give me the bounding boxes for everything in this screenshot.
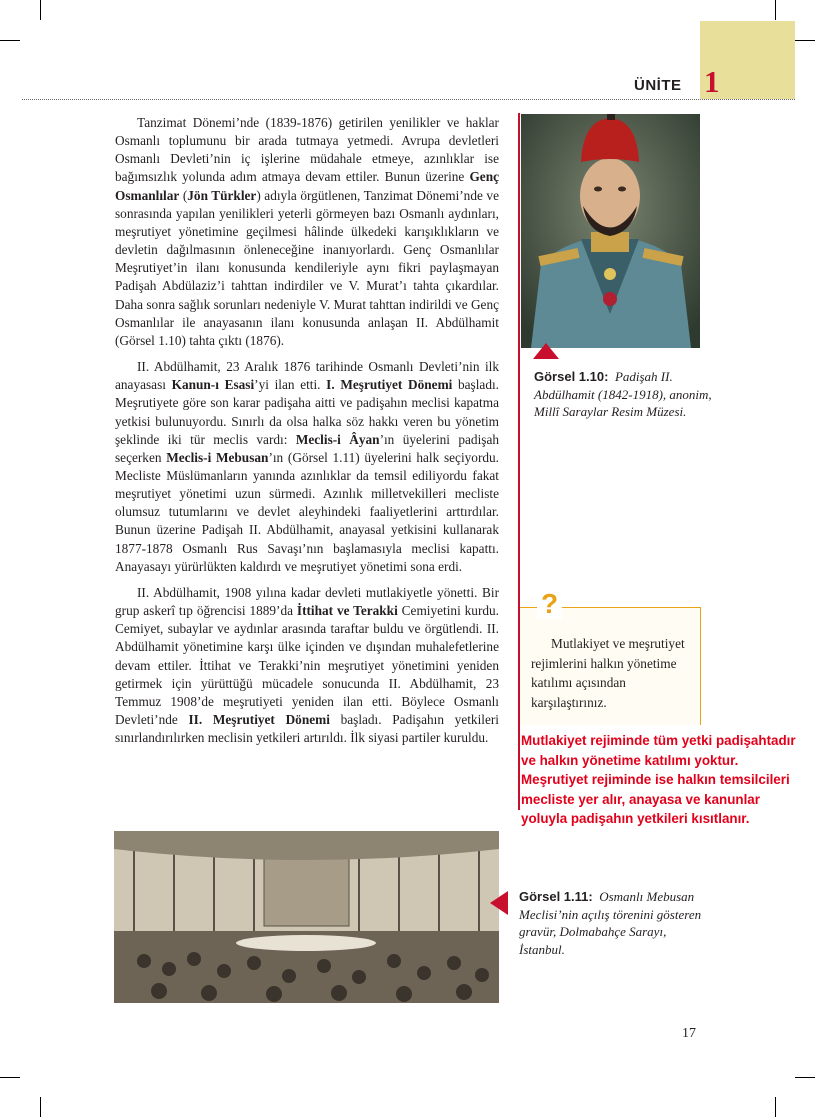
crop-mark: [0, 1077, 20, 1078]
caption-text: Osmanlı Mebusan Meclisi’nin açılış törenini gösteren gravür, Dolmabahçe Sarayı, İstanbul.: [519, 889, 702, 957]
bold-term: Jön Türkler: [187, 187, 257, 203]
caption-label: Görsel 1.10:: [534, 369, 609, 384]
portrait-illustration: [521, 114, 700, 348]
crop-mark: [775, 0, 776, 20]
text-segment: (: [179, 187, 188, 203]
paragraph-3: [115, 584, 499, 747]
bold-term: Meclis-i Mebusan: [166, 449, 269, 465]
text-segment: ’ın üyelerini padişah seçerken: [115, 431, 499, 465]
bold-term: II. Meşrutiyet Dönemi: [188, 712, 330, 727]
text-segment: ’ın (Görsel 1.11) üyelerini halk seçiyordu. Mecliste Müslümanların yanında azınlıklar da temsil ediliyordu fakat meşrutiyet yönetimi uzun sürmedi. Azınlık milletvekilleri mecliste olumsuz tutumlarını ve devlet aleyhindeki faaliyetlerini arttırdılar. Bunun üzerine Padişah II. Abdülhamit, anayasal yetkisini kullanarak 1877-1878 Osmanlı Rus Savaşı’nın başlamasıyla meclisi kapattı. Anayasayı yürürlükten kaldırdı ve meşrutiyet yönetimi sona erdi.: [115, 449, 499, 574]
answer-line: ve halkın yönetime katılımı yoktur.: [521, 752, 739, 768]
text-segment: Cemiyetini kurdu. Cemiyet, subaylar ve aydınlar arasında taraftar buldu ve örgütlendi. II. Abdülhamit yönetimine karşı ülke içinden ve dışından muhalefetlerine devam ettiler. İttihat ve Terakki’nin meşrutiyet yönetimini yeniden getirmek için yürüttüğü mücadele sonucunda II. Abdülhamit, 23 Temmuz 1908’de meşrutiyeti yeniden ilan etti. Böylece Osmanlı Devleti’nde: [115, 603, 499, 727]
caption-text: Padişah II. Abdülhamit (1842-1918), anonim, Millî Saraylar Resim Müzesi.: [534, 369, 712, 419]
answer-line: Meşrutiyet rejiminde ise halkın temsilcileri: [521, 772, 790, 787]
crop-mark: [795, 40, 815, 41]
text-segment: ’yi ilan etti.: [254, 377, 327, 393]
text-segment: başladı. Meşrutiyete göre son karar padişaha aitti ve padişahın meclisi kapatma yetkisi bulunuyordu. Sınırlı da olsa halka söz hakkı veren bu yönetim şeklinde iki tür meclis vardı:: [115, 377, 499, 447]
bold-term: I. Meşrutiyet Dönemi: [326, 377, 453, 393]
crop-mark: [795, 1077, 815, 1078]
paragraph-1: [115, 114, 499, 350]
unit-number: 1: [704, 64, 720, 99]
text-segment: başladı. Padişahın yetkileri sınırlandırılırken meclisin yetkileri artırıldı. İlk siyasi partiler kuruldu.: [115, 712, 499, 746]
bold-term: Meclis-i Âyan: [295, 431, 380, 447]
caption-pointer-up: [533, 343, 559, 359]
crop-mark: [40, 0, 41, 20]
caption-label: Görsel 1.11:: [519, 889, 593, 904]
question-text: [531, 634, 696, 712]
caption-gorsel-1-11: [519, 888, 704, 958]
engraving-illustration: [114, 831, 499, 1003]
answer-line: yoluyla padişahın yetkileri kısıtlanır.: [521, 811, 750, 826]
caption-gorsel-1-10: [534, 368, 714, 421]
text-segment: II. Abdülhamit, 1908 yılına kadar devleti mutlakiyetle yönetti. Bir grup askerî tıp öğrencisi 1889’da: [115, 584, 499, 619]
header-divider: [22, 99, 795, 100]
text-segment: ) adıyla örgütlenen, Tanzimat Dönemi’nde ve sonrasında yapılan yenilikleri yeterli görmeyen bazı Osmanlı aydınları, meşrutiyet yönetimine geçilmesi hâlinde ülkedeki karışıklıkların ve devletin dağılmasının önleneceğine inanıyorlardı. Genç Osmanlılar Meşrutiyet’in ilanı konusunda kendileriyle aynı fikri paylaşmayan Padişah Abdülaziz’i tahttan indirdiler ve V. Murat’ı tahta çıkardılar. Daha sonra sağlık sorunları nedeniyle V. Murat tahttan indirildi ve Genç Osmanlılar ile anayasanın ilanı konusunda anlaşan II. Abdülhamit (Görsel 1.10) tahta çıktı (1876).: [115, 187, 499, 348]
bold-term: Genç Osmanlılar: [115, 169, 499, 203]
answer-line: Mutlakiyet rejiminde tüm yetki padişahtadır: [521, 733, 796, 748]
unit-label: ÜNİTE: [634, 77, 682, 94]
caption-pointer-left: [490, 891, 508, 915]
crop-mark: [775, 1097, 776, 1117]
text-segment: II. Abdülhamit, 23 Aralık 1876 tarihinde Osmanlı Devleti’nin ilk anayasası: [115, 359, 499, 393]
page-number: 17: [682, 1026, 696, 1041]
main-text-column: [115, 114, 499, 755]
crop-mark: [0, 40, 20, 41]
bold-term: Kanun-ı Esasi: [171, 377, 255, 393]
bold-term: İttihat ve Terakki: [296, 603, 398, 619]
question-text-content: Mutlakiyet ve meşrutiyet rejimlerini halkın yönetime katılımı açısından karşılaştırınız.: [531, 636, 685, 710]
engraving-image: [114, 831, 499, 1003]
text-segment: Tanzimat Dönemi’nde (1839-1876) getirilen yenilikler ve haklar Osmanlı toplumunu bir arada tutmaya yetmedi. Avrupa devletleri Osmanlı Devleti’nin iç işlerine müdahale etmeye, azınlıklar ise bağımsızlık yolunda adım atmaya devam ettiler. Bunun üzerine: [115, 115, 499, 185]
answer-line: mecliste yer alır, anayasa ve kanunlar: [521, 791, 760, 807]
question-mark-icon: ?: [537, 589, 562, 619]
portrait-image: [521, 114, 700, 348]
crop-mark: [40, 1097, 41, 1117]
paragraph-2: [115, 358, 499, 576]
answer-text: [521, 731, 815, 829]
